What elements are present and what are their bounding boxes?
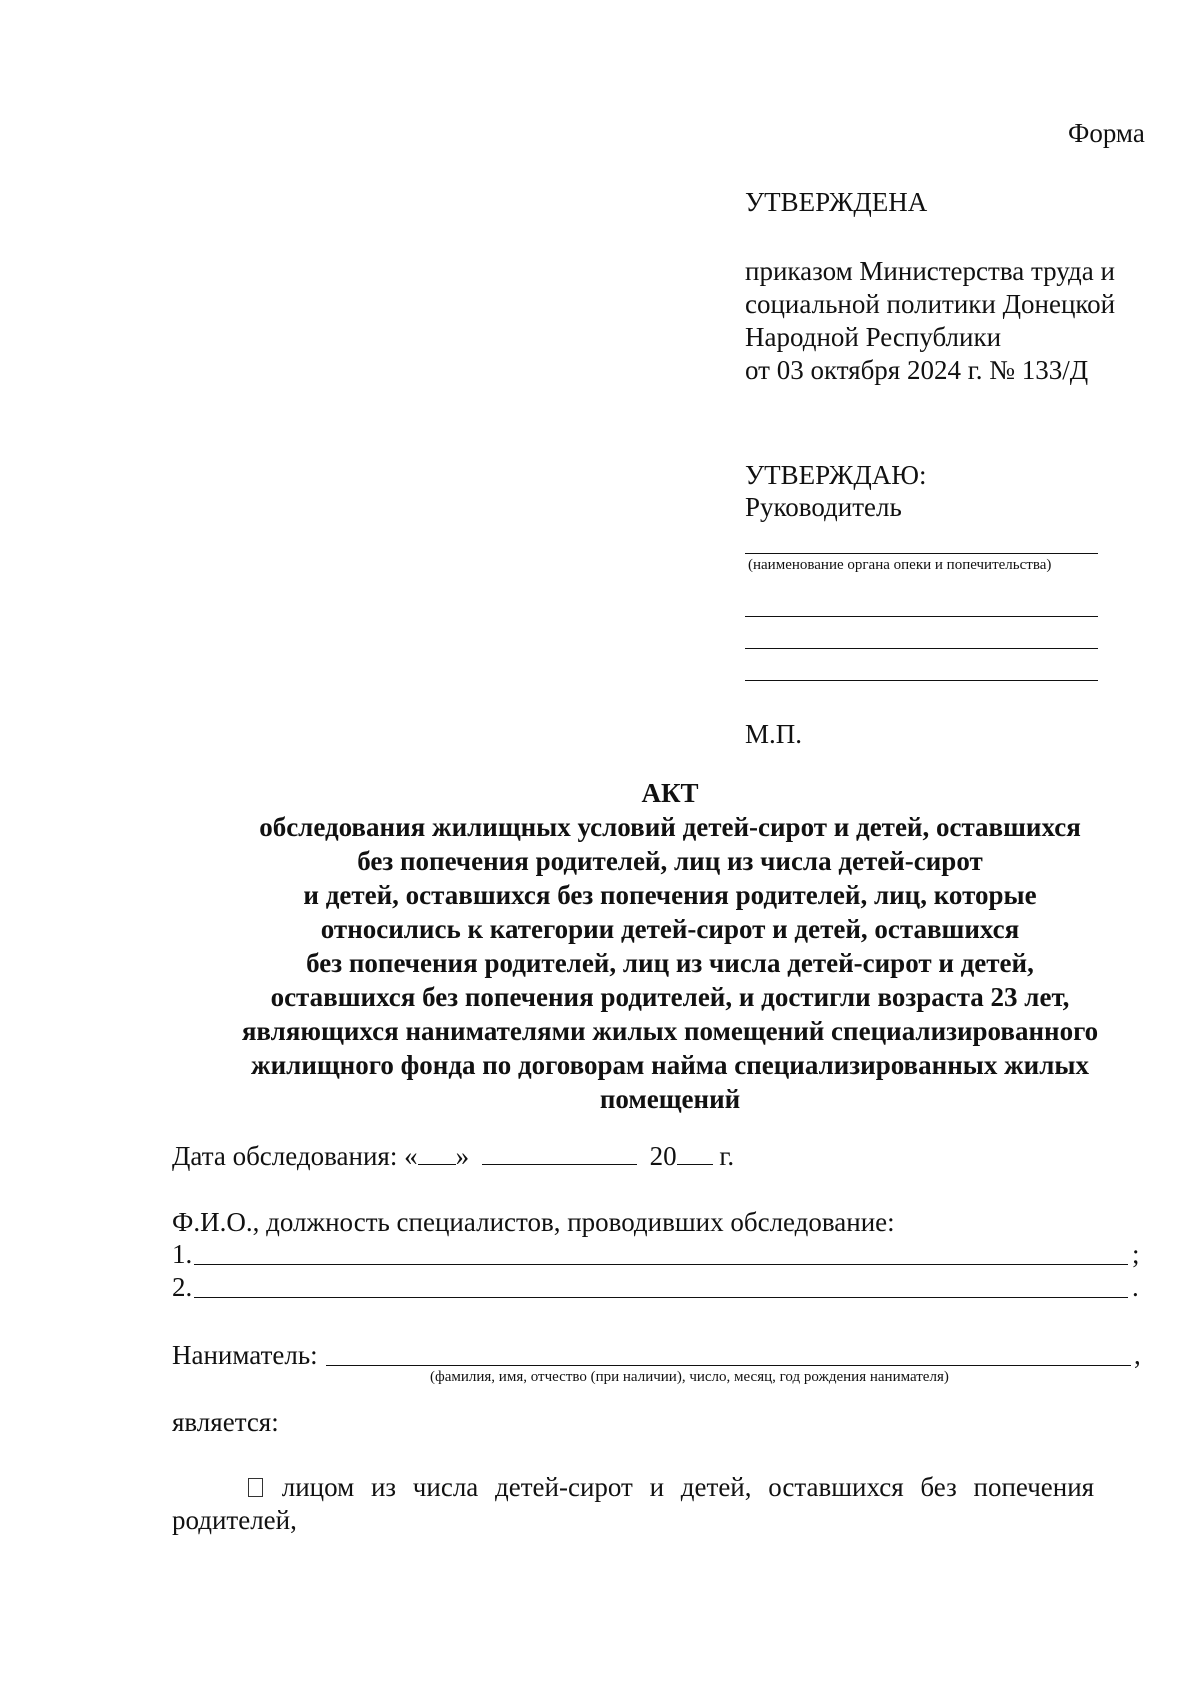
order-line-3: Народной Республики (745, 322, 1002, 352)
title-heading: АКТ (641, 778, 699, 808)
tenant-field[interactable] (326, 1365, 1131, 1366)
tenant-end: , (1134, 1340, 1141, 1370)
org-name-caption: (наименование органа опеки и попечительства) (748, 557, 1052, 573)
title-line-8: жилищного фонда по договорам найма специализированных жилых (251, 1050, 1089, 1080)
signature-line-3[interactable] (745, 680, 1098, 681)
option-1-text-continued: родителей, (172, 1505, 297, 1535)
specialist-2-field[interactable] (194, 1297, 1128, 1298)
option-1-text: лицом из числа детей-сирот и детей, оставшихся без попечения (281, 1472, 1095, 1502)
tenant-label: Наниматель: (172, 1340, 318, 1370)
order-line-4: от 03 октября 2024 г. № 133/Д (745, 355, 1089, 385)
specialist-1-end: ; (1132, 1239, 1140, 1269)
approve-label: УТВЕРЖДАЮ: (745, 460, 927, 490)
date-label: Дата обследования: « (172, 1141, 418, 1171)
date-year-field[interactable] (677, 1140, 713, 1165)
option-1-row (248, 1470, 1148, 1504)
specialist-1-number: 1. (172, 1239, 193, 1269)
order-line-2: социальной политики Донецкой (745, 289, 1116, 319)
specialist-2-end: . (1132, 1272, 1139, 1302)
is-label: является: (172, 1407, 279, 1437)
specialist-2-number: 2. (172, 1272, 193, 1302)
seal-label: М.П. (745, 719, 803, 749)
date-year-suffix: г. (719, 1141, 735, 1171)
title-line-4: относились к категории детей-сирот и детей, оставшихся (320, 914, 1020, 944)
date-quote-close: » (455, 1141, 470, 1171)
approved-label: УТВЕРЖДЕНА (745, 187, 928, 217)
signature-line-2[interactable] (745, 648, 1098, 649)
option-1-checkbox[interactable] (248, 1478, 263, 1497)
date-month-field[interactable] (482, 1140, 637, 1165)
title-line-5: без попечения родителей, лиц из числа детей-сирот и детей, (306, 948, 1034, 978)
date-year-prefix: 20 (649, 1141, 677, 1171)
tenant-caption: (фамилия, имя, отчество (при наличии), число, месяц, год рождения нанимателя) (430, 1369, 949, 1385)
inspection-date-row (172, 1139, 734, 1173)
title-line-1: обследования жилищных условий детей-сирот и детей, оставшихся (259, 812, 1081, 842)
form-label: Форма (1068, 118, 1145, 148)
specialist-1-field[interactable] (194, 1264, 1128, 1265)
signature-line-1[interactable] (745, 616, 1098, 617)
title-line-7: являющихся нанимателями жилых помещений специализированного (241, 1016, 1099, 1046)
specialists-label: Ф.И.О., должность специалистов, проводивших обследование: (172, 1207, 895, 1237)
head-label: Руководитель (745, 492, 902, 522)
title-line-3: и детей, оставшихся без попечения родителей, лиц, которые (303, 880, 1037, 910)
document-title (170, 776, 1170, 1116)
title-line-2: без попечения родителей, лиц из числа детей-сирот (357, 846, 983, 876)
org-name-line[interactable] (745, 553, 1098, 554)
title-line-9: помещений (599, 1084, 741, 1114)
date-day-field[interactable] (418, 1140, 456, 1165)
order-line-1: приказом Министерства труда и (745, 256, 1115, 286)
title-line-6: оставшихся без попечения родителей, и достигли возраста 23 лет, (270, 982, 1070, 1012)
